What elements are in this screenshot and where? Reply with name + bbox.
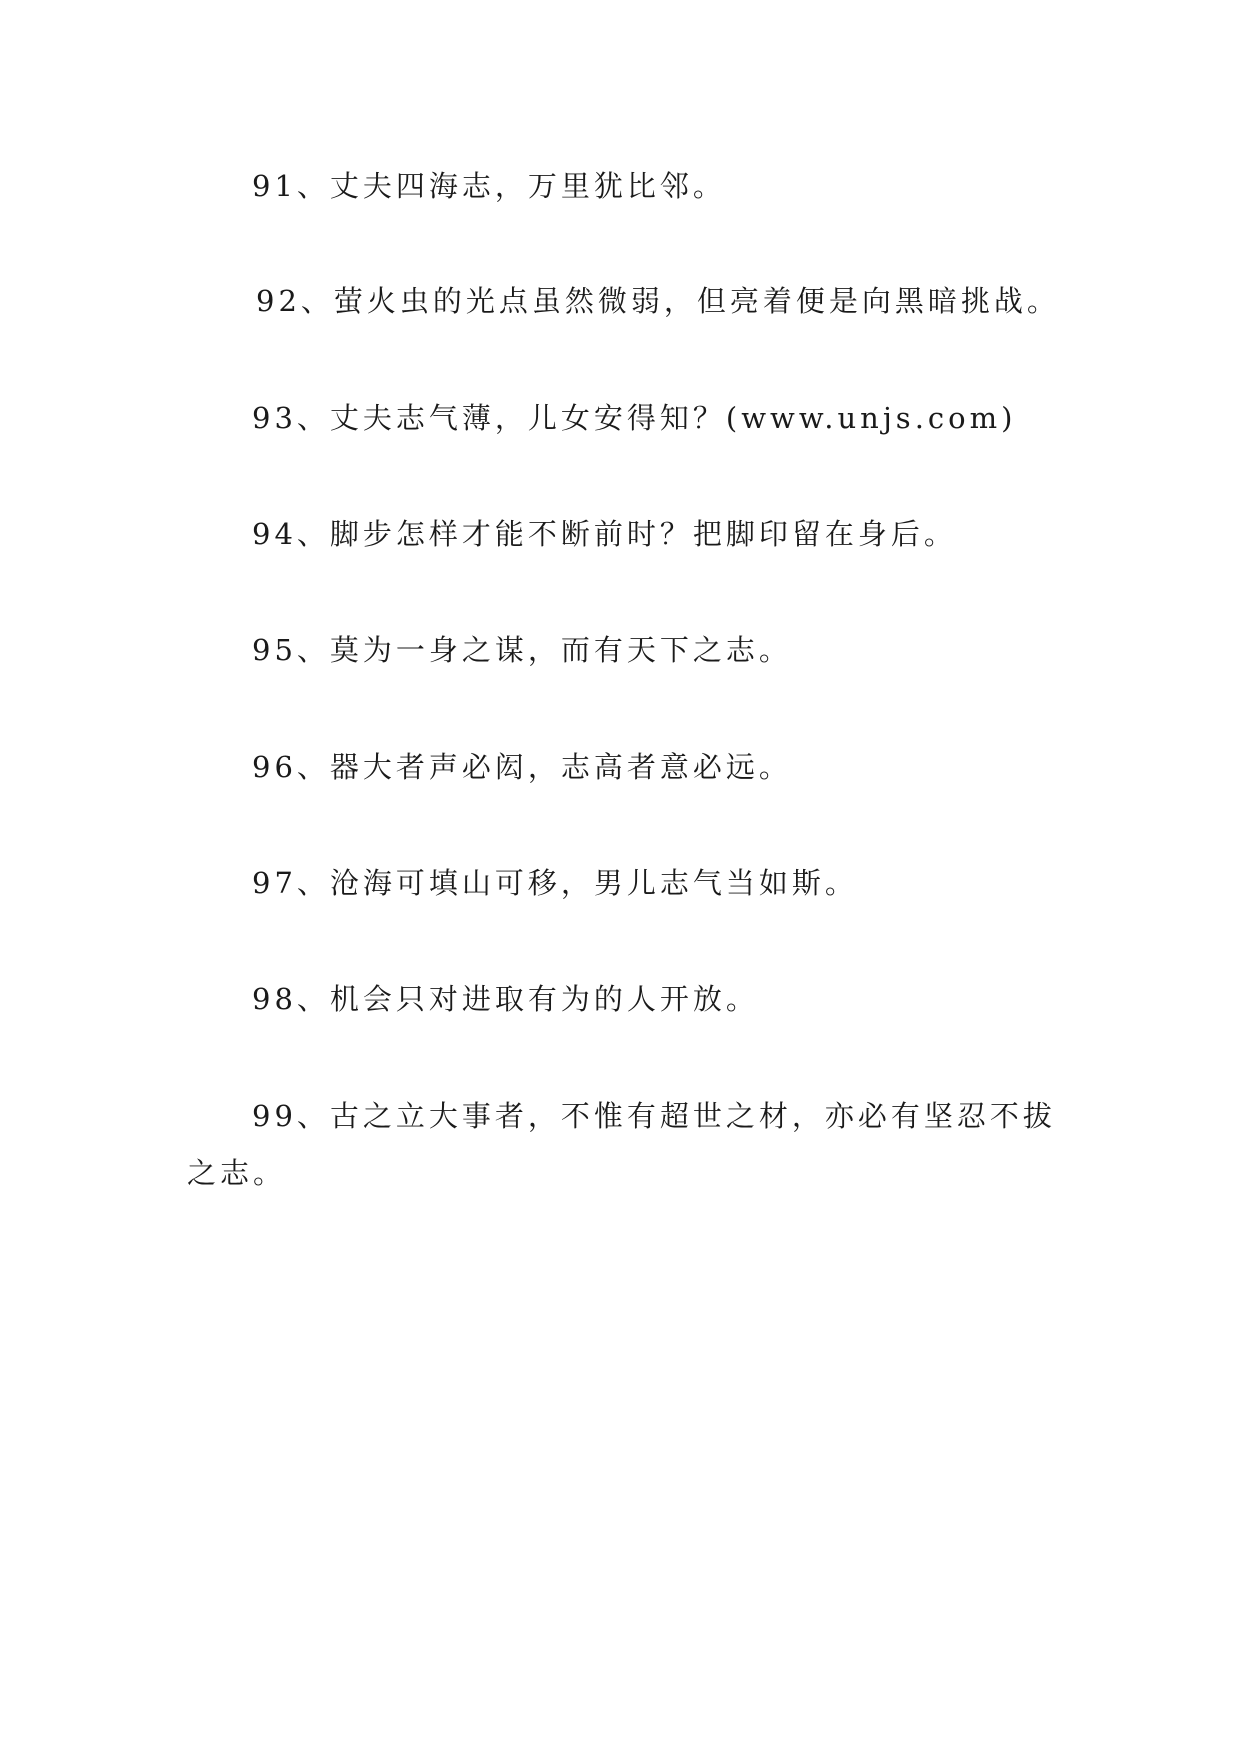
quote-99-line-2: 之志。 bbox=[187, 1156, 287, 1190]
quote-94: 94、脚步怎样才能不断前时？把脚印留在身后。 bbox=[252, 517, 957, 551]
quote-91: 91、丈夫四海志，万里犹比邻。 bbox=[252, 169, 726, 203]
quote-97: 97、沧海可填山可移，男儿志气当如斯。 bbox=[252, 866, 858, 900]
quote-99-line-1: 99、古之立大事者，不惟有超世之材，亦必有坚忍不拔 bbox=[252, 1099, 1056, 1133]
quote-93: 93、丈夫志气薄，儿女安得知？(www.unjs.com) bbox=[252, 401, 1017, 435]
quote-96: 96、器大者声必闳，志高者意必远。 bbox=[252, 750, 792, 784]
quote-98: 98、机会只对进取有为的人开放。 bbox=[252, 982, 759, 1016]
quote-92: 92、萤火虫的光点虽然微弱，但亮着便是向黑暗挑战。 bbox=[256, 284, 1060, 318]
quote-95: 95、莫为一身之谋，而有天下之志。 bbox=[252, 633, 792, 667]
